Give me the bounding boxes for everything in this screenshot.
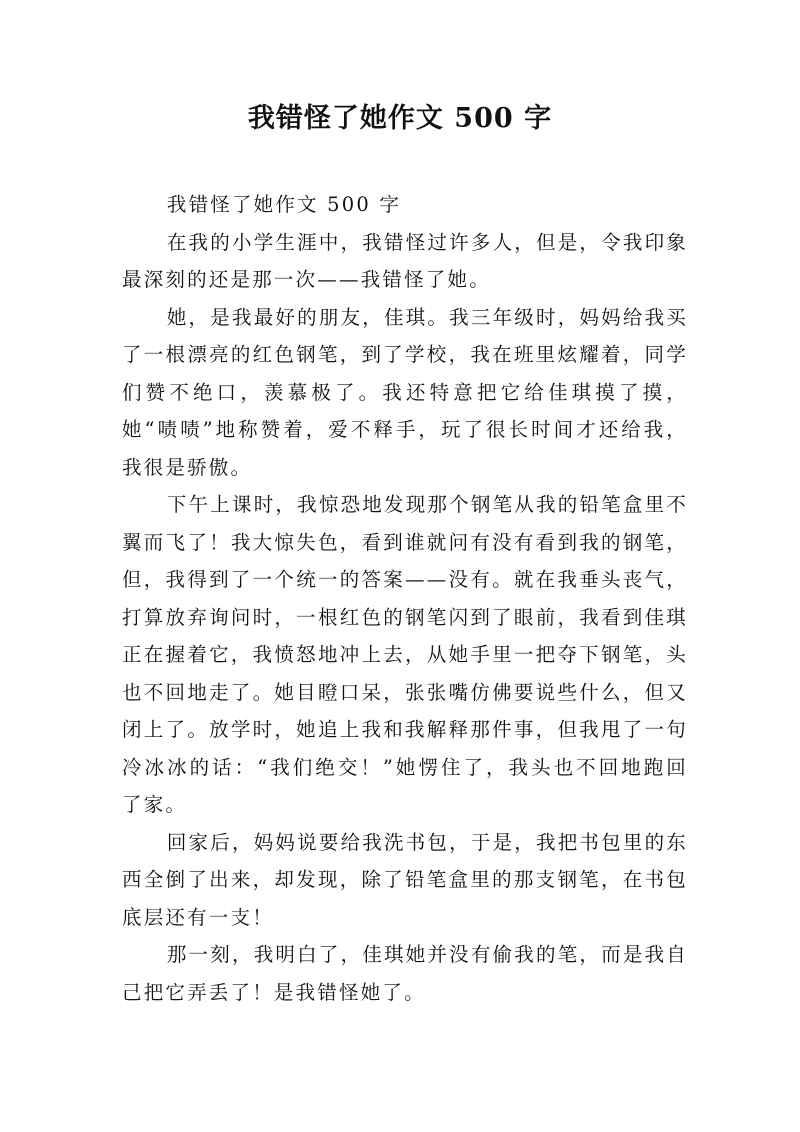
paragraph: 回家后，妈妈说要给我洗书包，于是，我把书包里的东西全倒了出来，却发现，除了铅笔盒里的那支钢笔，在书包底层还有一支！ [122, 830, 688, 929]
paragraph: 她，是我最好的朋友，佳琪。我三年级时，妈妈给我买了一根漂亮的红色钢笔，到了学校，我在班里炫耀着，同学们赞不绝口，羡慕极了。我还特意把它给佳琪摸了摸，她“啧啧”地称赞着，爱不释手，玩了很长时间才还给我，我很是骄傲。 [122, 305, 688, 479]
paragraph: 在我的小学生涯中，我错怪过许多人，但是，令我印象最深刻的还是那一次——我错怪了她。 [122, 230, 688, 291]
paragraph: 我错怪了她作文 500 字 [166, 193, 402, 216]
document-title: 我错怪了她作文 500 字 [247, 103, 553, 134]
document-body [122, 186, 688, 1011]
paragraph: 下午上课时，我惊恐地发现那个钢笔从我的铅笔盒里不翼而飞了！我大惊失色，看到谁就问有没有看到我的钢笔，但，我得到了一个统一的答案——没有。就在我垂头丧气，打算放弃询问时，一根红色的钢笔闪到了眼前，我看到佳琪正在握着它，我愤怒地冲上去，从她手里一把夺下钢笔，头也不回地走了。她目瞪口呆，张张嘴仿佛要说些什么，但又闭上了。放学时，她追上我和我解释那件事，但我甩了一句冷冰冰的话：“我们绝交！”她愣住了，我头也不回地跑回了家。 [122, 493, 688, 816]
paragraph: 那一刻，我明白了，佳琪她并没有偷我的笔，而是我自己把它弄丢了！是我错怪她了。 [122, 943, 688, 1004]
